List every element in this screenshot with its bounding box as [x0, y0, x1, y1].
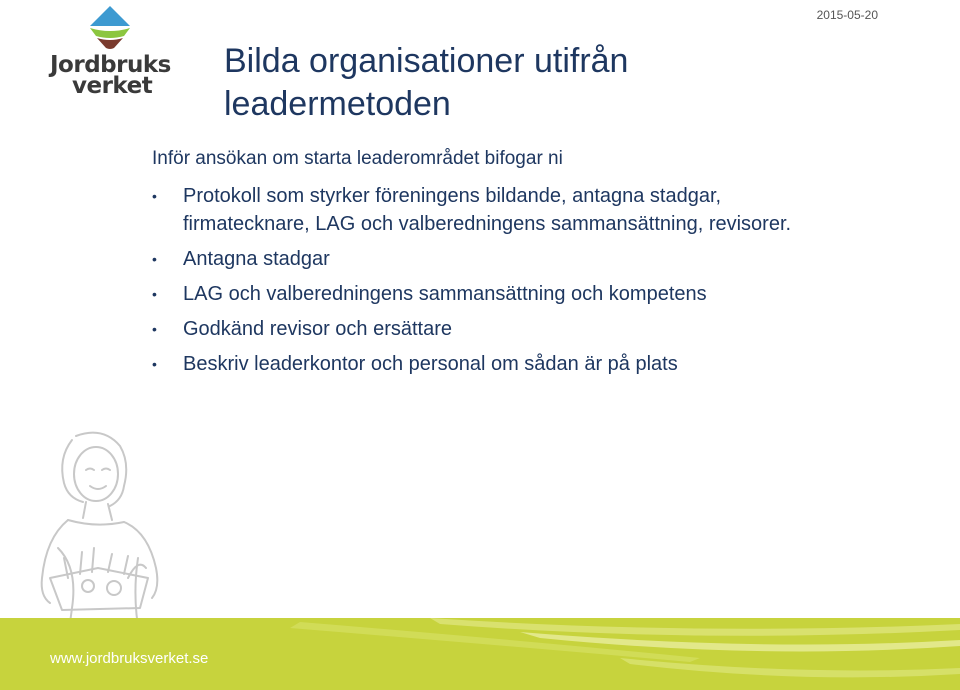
bullet-icon: • — [152, 188, 157, 204]
list-item — [152, 350, 852, 378]
bullet-icon: • — [152, 286, 157, 302]
list-item — [152, 280, 852, 308]
list-item-text: Beskriv leaderkontor och personal om sådan är på plats — [183, 353, 678, 375]
bullet-list — [152, 182, 852, 385]
list-item-text: Antagna stadgar — [183, 248, 330, 270]
list-item — [152, 245, 852, 273]
slide-date: 2015-05-20 — [816, 8, 878, 22]
intro-text: Inför ansökan om starta leaderområdet bifogar ni — [152, 148, 563, 169]
bullet-icon: • — [152, 356, 157, 372]
title-line1: Bilda organisationer utifrån — [224, 42, 629, 80]
list-item-text: LAG och valberedningens sammansättning och kompetens — [183, 283, 707, 305]
list-item — [152, 182, 852, 238]
slide-title — [224, 40, 628, 126]
bullet-icon: • — [152, 251, 157, 267]
list-item — [152, 315, 852, 343]
logo-line2: verket — [72, 73, 153, 99]
farmer-woman-sketch-icon — [28, 428, 188, 643]
footer-bar — [0, 618, 960, 690]
list-item-text: Godkänd revisor och ersättare — [183, 318, 453, 340]
logo-wordmark — [50, 52, 180, 99]
bullet-icon: • — [152, 321, 157, 337]
list-item-text: Protokoll som styrker föreningens bildande, antagna stadgar, firmatecknare, LAG och valberedningens sammansättning, revisorer. — [183, 185, 792, 235]
title-line2: leadermetoden — [224, 85, 451, 123]
footer-url-link[interactable]: www.jordbruksverket.se — [50, 650, 209, 667]
logo-line1: Jordbruks — [50, 52, 171, 78]
